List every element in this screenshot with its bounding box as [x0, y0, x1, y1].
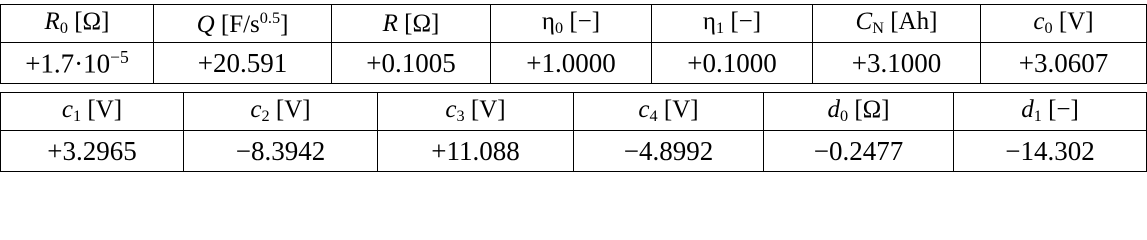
parameter-table-top	[0, 4, 1147, 84]
value-eta1: +0.1000	[652, 43, 813, 84]
value-eta0: +1.0000	[491, 43, 652, 84]
header-eta1: $\eta_1$ [−]	[652, 5, 813, 43]
value-cn: +3.1000	[813, 43, 981, 84]
value-q: +20.591	[154, 43, 332, 84]
value-r: +0.1005	[332, 43, 491, 84]
header-c1: $c_1$ [V]	[1, 93, 184, 131]
header-c2: $c_2$ [V]	[184, 93, 378, 131]
value-row	[1, 43, 1147, 84]
value-d0: −0.2477	[764, 131, 954, 172]
value-c1: +3.2965	[1, 131, 184, 172]
header-q: Q $[F/s^{0.5}]$	[154, 5, 332, 43]
value-r0: $+1.7\cdot 10^{-5}$	[1, 43, 154, 84]
value-c3: +11.088	[378, 131, 574, 172]
header-d1: $d_1$ [−]	[954, 93, 1147, 131]
header-d0: $d_0$ [Ω]	[764, 93, 954, 131]
header-c3: $c_3$ [V]	[378, 93, 574, 131]
header-cn: $C_N$ [Ah]	[813, 5, 981, 43]
parameter-table-bottom	[0, 92, 1147, 172]
top-edge	[0, 0, 1147, 3]
header-eta0: $\eta_0$ [−]	[491, 5, 652, 43]
header-r: R [Ω]	[332, 5, 491, 43]
header-row	[1, 93, 1147, 131]
value-c4: −4.8992	[574, 131, 764, 172]
header-c0: $c_0$ [V]	[981, 5, 1147, 43]
value-d1: −14.302	[954, 131, 1147, 172]
value-c2: −8.3942	[184, 131, 378, 172]
header-c4: $c_4$ [V]	[574, 93, 764, 131]
value-row	[1, 131, 1147, 172]
value-c0: +3.0607	[981, 43, 1147, 84]
header-row	[1, 5, 1147, 43]
header-r0: $R_0$ [Ω]	[1, 5, 154, 43]
